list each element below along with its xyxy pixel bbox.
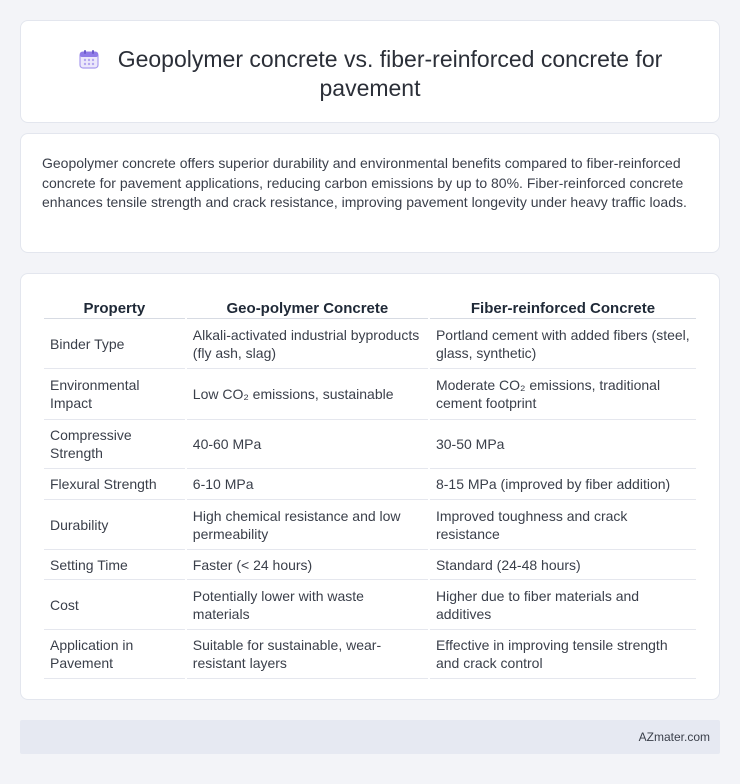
header-geopolymer: Geo-polymer Concrete xyxy=(187,294,428,319)
table-cell: Improved toughness and crack resistance xyxy=(430,500,696,550)
table-header-row xyxy=(44,294,696,319)
table-cell: Environmental Impact xyxy=(44,369,185,420)
footer-bar xyxy=(20,720,720,754)
table-cell: Suitable for sustainable, wear-resistant layers xyxy=(187,630,428,679)
summary-text: Geopolymer concrete offers superior durability and environmental benefits compared to fiber-reinforced concrete for pavement applications, reducing carbon emissions by up to 80%. Fiber-reinforced concrete enhances tensile strength and crack resistance, improving pavement longevity under heavy traffic loads. xyxy=(42,155,687,210)
comparison-table xyxy=(42,294,698,679)
table-cell: Alkali-activated industrial byproducts (fly ash, slag) xyxy=(187,319,428,369)
table-cell: Flexural Strength xyxy=(44,469,185,500)
table-cell: Low CO₂ emissions, sustainable xyxy=(187,369,428,420)
header-property: Property xyxy=(44,294,185,319)
table-cell: Standard (24-48 hours) xyxy=(430,550,696,580)
table-row xyxy=(44,469,696,500)
table-row xyxy=(44,420,696,469)
table-cell: Compressive Strength xyxy=(44,420,185,469)
calendar-icon xyxy=(78,48,100,70)
table-cell: Faster (< 24 hours) xyxy=(187,550,428,580)
table-row xyxy=(44,580,696,630)
table-cell: Durability xyxy=(44,500,185,550)
header-fiber-reinforced: Fiber-reinforced Concrete xyxy=(430,294,696,319)
table-row xyxy=(44,319,696,369)
table-cell: Potentially lower with waste materials xyxy=(187,580,428,630)
page-title-text: Geopolymer concrete vs. fiber-reinforced concrete for pavement xyxy=(117,46,663,101)
table-row xyxy=(44,500,696,550)
table-cell: 8-15 MPa (improved by fiber addition) xyxy=(430,469,696,500)
title-card xyxy=(20,20,720,123)
table-cell: 30-50 MPa xyxy=(430,420,696,469)
summary-card xyxy=(20,133,720,253)
table-cell: Binder Type xyxy=(44,319,185,369)
table-cell: Higher due to fiber materials and additives xyxy=(430,580,696,630)
table-cell: 6-10 MPa xyxy=(187,469,428,500)
table-row xyxy=(44,630,696,679)
footer-site-link[interactable]: AZmater.com xyxy=(638,730,710,744)
comparison-table-card xyxy=(20,273,720,700)
table-row xyxy=(44,550,696,580)
table-cell: Portland cement with added fibers (steel, glass, synthetic) xyxy=(430,319,696,369)
table-cell: 40-60 MPa xyxy=(187,420,428,469)
table-row xyxy=(44,369,696,420)
table-cell: Application in Pavement xyxy=(44,630,185,679)
table-cell: Setting Time xyxy=(44,550,185,580)
table-cell: High chemical resistance and low permeability xyxy=(187,500,428,550)
page-title xyxy=(21,45,719,103)
table-cell: Effective in improving tensile strength and crack control xyxy=(430,630,696,679)
table-cell: Moderate CO₂ emissions, traditional cement footprint xyxy=(430,369,696,420)
table-cell: Cost xyxy=(44,580,185,630)
